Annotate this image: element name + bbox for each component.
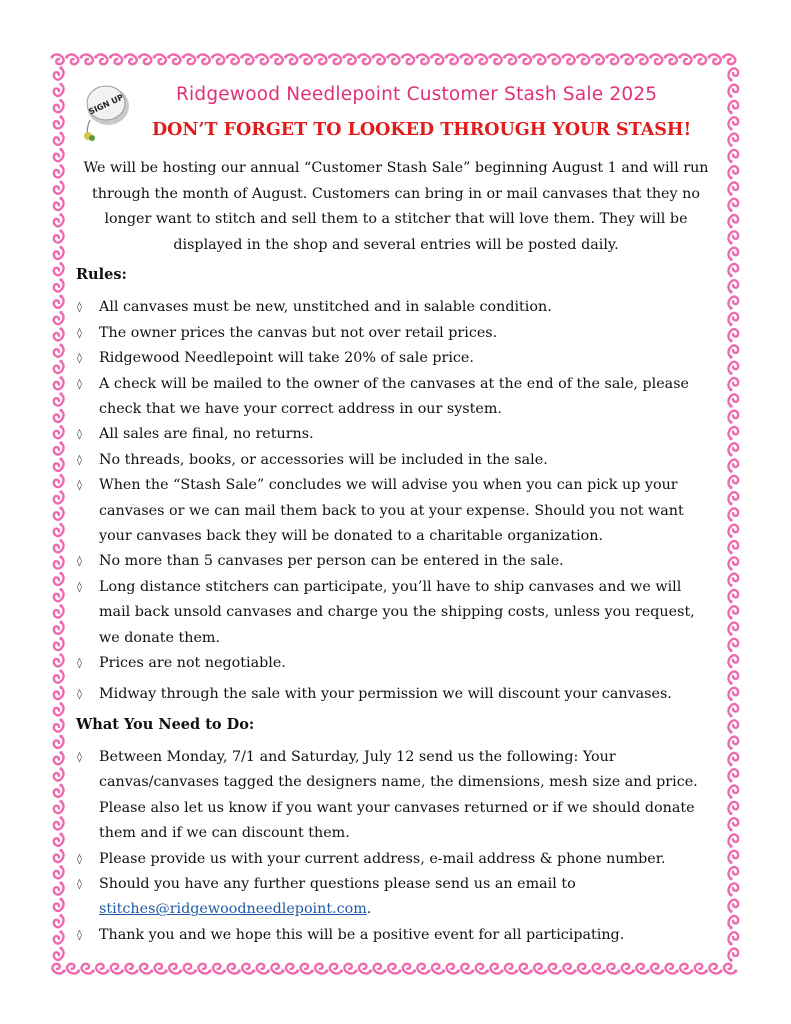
ribbon-icon (518, 54, 531, 64)
ribbon-icon (622, 964, 635, 974)
ribbon-icon (54, 458, 64, 471)
ribbon-icon (461, 964, 474, 974)
list-item: ◊ Thank you and we hope this will be a positive event for all participating. (76, 923, 716, 948)
ribbon-icon (67, 964, 80, 974)
ribbon-icon (54, 555, 64, 568)
ribbon-icon (728, 590, 738, 603)
ribbon-icon (728, 720, 738, 733)
bullet-diamond-icon: ◊ (77, 751, 82, 763)
ribbon-icon (54, 784, 64, 797)
ribbon-icon (344, 964, 357, 974)
ribbon-icon (403, 964, 416, 974)
ribbon-icon (728, 378, 738, 391)
ribbon-icon (153, 54, 166, 64)
ribbon-icon (432, 964, 445, 974)
list-item: ◊ The owner prices the canvas but not over retail prices. (76, 321, 716, 346)
ribbon-icon (54, 881, 64, 894)
ribbon-icon (328, 54, 341, 64)
ribbon-icon (401, 54, 414, 64)
ribbon-icon (54, 800, 64, 813)
todo-list (76, 745, 716, 948)
ribbon-icon (54, 327, 64, 340)
ribbon-icon (728, 68, 738, 81)
ribbon-icon (680, 964, 693, 974)
ribbon-icon (728, 655, 738, 668)
ribbon-icon (50, 54, 63, 64)
ribbon-icon (240, 54, 253, 64)
ribbon-icon (728, 215, 738, 228)
ribbon-icon (257, 964, 270, 974)
ribbon-icon (54, 865, 64, 878)
ribbon-icon (709, 964, 722, 974)
page-title: Ridgewood Needlepoint Customer Stash Sale 2025 (176, 84, 658, 105)
ribbon-icon (728, 345, 738, 358)
ribbon-icon (54, 572, 64, 585)
list-item: ◊ A check will be mailed to the owner of the canvases at the end of the sale, please check that we have your correct address in our system. (76, 372, 716, 423)
ribbon-icon (728, 574, 738, 587)
ribbon-icon (54, 246, 64, 259)
ribbon-icon (54, 148, 64, 161)
ribbon-icon (80, 54, 93, 64)
ribbon-icon (605, 54, 618, 64)
bullet-diamond-icon: ◊ (77, 556, 82, 568)
ribbon-icon (722, 54, 735, 64)
ribbon-icon (591, 54, 604, 64)
bullet-diamond-icon: ◊ (77, 429, 82, 441)
ribbon-icon (728, 525, 738, 538)
ribbon-icon (728, 834, 738, 847)
bullet-diamond-icon: ◊ (77, 853, 82, 865)
list-item: ◊ Please provide us with your current address, e-mail address & phone number. (76, 847, 716, 872)
ribbon-icon (125, 964, 138, 974)
ribbon-icon (299, 54, 312, 64)
list-item: ◊ When the “Stash Sale” concludes we will advise you when you can pick up your canvases or we can mail them back to you at your expense. Should you not want your canvases back they will be donated to a charitable organization. (76, 473, 716, 549)
bullet-diamond-icon: ◊ (77, 878, 82, 890)
ribbon-icon (54, 66, 64, 79)
ribbon-icon (728, 460, 738, 473)
ribbon-icon (54, 604, 64, 617)
ribbon-icon (169, 964, 182, 974)
ribbon-icon (505, 964, 518, 974)
ribbon-icon (728, 769, 738, 782)
ribbon-icon (593, 964, 606, 974)
ribbon-icon (54, 115, 64, 128)
ribbon-icon (649, 54, 662, 64)
bullet-diamond-icon: ◊ (77, 581, 82, 593)
ribbon-icon (728, 264, 738, 277)
ribbon-icon (54, 181, 64, 194)
ribbon-icon (330, 964, 343, 974)
rules-list (76, 295, 716, 708)
ribbon-icon (520, 964, 533, 974)
list-item: ◊ Should you have any further questions please send us an email to stitches@ridgewoodneedlepoint.com. (76, 872, 716, 923)
ribbon-icon (728, 737, 738, 750)
ribbon-icon (620, 54, 633, 64)
ribbon-icon (54, 718, 64, 731)
ribbon-icon (167, 54, 180, 64)
ribbon-icon (54, 588, 64, 601)
ribbon-icon (82, 964, 95, 974)
ribbon-icon (315, 964, 328, 974)
ribbon-icon (54, 539, 64, 552)
ribbon-icon (417, 964, 430, 974)
ribbon-icon (728, 867, 738, 880)
ribbon-icon (728, 671, 738, 684)
ribbon-icon (111, 964, 124, 974)
ribbon-icon (503, 54, 516, 64)
ribbon-icon (54, 262, 64, 275)
ribbon-icon (54, 767, 64, 780)
ribbon-icon (549, 964, 562, 974)
ribbon-icon (728, 199, 738, 212)
ribbon-icon (54, 947, 64, 960)
list-item: ◊ Long distance stitchers can participate, you’ll have to ship canvases and we will mail back unsold canvases and charge you the shipping costs, unless you request, we donate them. (76, 575, 716, 651)
bullet-diamond-icon: ◊ (77, 353, 82, 365)
ribbon-icon (728, 916, 738, 929)
ribbon-icon (728, 606, 738, 619)
ribbon-icon (728, 949, 738, 962)
ribbon-icon (728, 704, 738, 717)
ribbon-icon (728, 786, 738, 799)
ribbon-icon (226, 54, 239, 64)
bullet-diamond-icon: ◊ (77, 929, 82, 941)
ribbon-icon (634, 54, 647, 64)
ribbon-icon (724, 964, 737, 974)
list-item: ◊ Between Monday, 7/1 and Saturday, July 12 send us the following: Your canvas/canvases tagged the designers name, the dimensions, mesh size and price. Please also let us know if you want your canvases returned or if we should donate them and if we can discount them. (76, 745, 716, 847)
ribbon-icon (140, 964, 153, 974)
ribbon-icon (65, 54, 78, 64)
bullet-diamond-icon: ◊ (77, 658, 82, 670)
ribbon-icon (301, 964, 314, 974)
list-item: ◊ Midway through the sale with your permission we will discount your canvases. (76, 682, 716, 707)
ribbon-icon (54, 653, 64, 666)
ribbon-icon (54, 213, 64, 226)
ribbon-icon (534, 964, 547, 974)
list-item: ◊ All canvases must be new, unstitched and in salable condition. (76, 295, 716, 320)
list-item: ◊ All sales are final, no returns. (76, 422, 716, 447)
ribbon-icon (211, 54, 224, 64)
ribbon-icon (563, 964, 576, 974)
ribbon-icon (666, 964, 679, 974)
ribbon-icon (728, 362, 738, 375)
ribbon-icon (728, 280, 738, 293)
bullet-diamond-icon: ◊ (77, 302, 82, 314)
headline-banner: DON’T FORGET TO LOOKED THROUGH YOUR STASH! (152, 120, 692, 140)
ribbon-icon (547, 54, 560, 64)
ribbon-icon (54, 751, 64, 764)
ribbon-icon (728, 623, 738, 636)
ribbon-icon (728, 166, 738, 179)
ribbon-icon (728, 231, 738, 244)
bullet-diamond-icon: ◊ (77, 378, 82, 390)
ribbon-icon (269, 54, 282, 64)
ribbon-icon (54, 311, 64, 324)
rules-heading: Rules: (76, 266, 127, 284)
ribbon-icon (728, 883, 738, 896)
bullet-diamond-icon: ◊ (77, 689, 82, 701)
ribbon-icon (728, 476, 738, 489)
ribbon-icon (228, 964, 241, 974)
ribbon-icon (54, 295, 64, 308)
ribbon-icon (728, 818, 738, 831)
ribbon-icon (242, 964, 255, 974)
ribbon-icon (430, 54, 443, 64)
ribbon-icon (532, 54, 545, 64)
ribbon-icon (357, 54, 370, 64)
ribbon-icon (561, 54, 574, 64)
ribbon-icon (707, 54, 720, 64)
ribbon-icon (728, 85, 738, 98)
ribbon-icon (728, 639, 738, 652)
ribbon-icon (54, 898, 64, 911)
ribbon-icon (576, 54, 589, 64)
ribbon-icon (651, 964, 664, 974)
bullet-diamond-icon: ◊ (77, 327, 82, 339)
ribbon-icon (54, 637, 64, 650)
ribbon-icon (488, 54, 501, 64)
ribbon-icon (678, 54, 691, 64)
ribbon-icon (54, 735, 64, 748)
ribbon-icon (728, 753, 738, 766)
ribbon-icon (54, 849, 64, 862)
ribbon-icon (184, 964, 197, 974)
ribbon-icon (198, 964, 211, 974)
ribbon-icon (728, 101, 738, 114)
ribbon-icon (54, 99, 64, 112)
ribbon-icon (728, 297, 738, 310)
ribbon-icon (693, 54, 706, 64)
ribbon-icon (490, 964, 503, 974)
ribbon-icon (728, 492, 738, 505)
ribbon-icon (728, 851, 738, 864)
ribbon-icon (54, 670, 64, 683)
list-item: ◊ No more than 5 canvases per person can be entered in the sale. (76, 549, 716, 574)
ribbon-icon (728, 182, 738, 195)
ribbon-icon (342, 54, 355, 64)
ribbon-icon (54, 930, 64, 943)
ribbon-icon (155, 964, 168, 974)
sign-up-badge-text: SIGN UP (87, 92, 125, 117)
ribbon-icon (386, 54, 399, 64)
ribbon-icon (54, 490, 64, 503)
ribbon-icon (54, 409, 64, 422)
ribbon-icon (284, 54, 297, 64)
ribbon-icon (459, 54, 472, 64)
ribbon-icon (286, 964, 299, 974)
ribbon-icon (728, 248, 738, 261)
ribbon-icon (695, 964, 708, 974)
ribbon-icon (728, 688, 738, 701)
ribbon-icon (54, 702, 64, 715)
ribbon-icon (728, 508, 738, 521)
ribbon-icon (54, 278, 64, 291)
list-item: ◊ Ridgewood Needlepoint will take 20% of sale price. (76, 346, 716, 371)
todo-heading: What You Need to Do: (76, 715, 255, 733)
list-item: ◊ No threads, books, or accessories will be included in the sale. (76, 448, 716, 473)
bullet-diamond-icon: ◊ (77, 480, 82, 492)
bullet-diamond-icon: ◊ (77, 454, 82, 466)
intro-paragraph: We will be hosting our annual “Customer Stash Sale” beginning August 1 and will run through the month of August. Customers can bring in or mail canvases that they no longer want to stitch and sell them to a stitcher that will love them. They will be displayed in the shop and several entries will be posted daily. (83, 160, 709, 253)
ribbon-icon (728, 557, 738, 570)
ribbon-icon (196, 54, 209, 64)
ribbon-icon (728, 394, 738, 407)
email-link[interactable]: stitches@ridgewoodneedlepoint.com (99, 901, 367, 918)
ribbon-icon (54, 132, 64, 145)
ribbon-icon (54, 686, 64, 699)
ribbon-icon (578, 964, 591, 974)
ribbon-icon (271, 964, 284, 974)
ribbon-icon (54, 474, 64, 487)
ribbon-icon (415, 54, 428, 64)
ribbon-icon (445, 54, 458, 64)
ribbon-icon (54, 164, 64, 177)
ribbon-icon (54, 229, 64, 242)
ribbon-icon (123, 54, 136, 64)
ribbon-icon (54, 392, 64, 405)
ribbon-icon (474, 54, 487, 64)
ribbon-icon (388, 964, 401, 974)
ribbon-icon (54, 425, 64, 438)
ribbon-icon (54, 621, 64, 634)
ribbon-icon (54, 816, 64, 829)
ribbon-icon (372, 54, 385, 64)
ribbon-icon (109, 54, 122, 64)
ribbon-icon (447, 964, 460, 974)
ribbon-icon (359, 964, 372, 974)
ribbon-icon (728, 443, 738, 456)
ribbon-icon (728, 411, 738, 424)
ribbon-icon (728, 329, 738, 342)
ribbon-icon (54, 83, 64, 96)
ribbon-icon (728, 313, 738, 326)
ribbon-icon (54, 506, 64, 519)
ribbon-icon (138, 54, 151, 64)
ribbon-icon (54, 360, 64, 373)
ribbon-icon (374, 964, 387, 974)
ribbon-icon (54, 833, 64, 846)
ribbon-icon (54, 914, 64, 927)
ribbon-icon (54, 344, 64, 357)
ribbon-icon (728, 900, 738, 913)
ribbon-icon (182, 54, 195, 64)
ribbon-icon (476, 964, 489, 974)
ribbon-icon (54, 441, 64, 454)
ribbon-icon (54, 376, 64, 389)
ribbon-icon (728, 541, 738, 554)
list-item: ◊ Prices are not negotiable. (76, 651, 716, 676)
sign-up-balloon-icon (76, 82, 134, 146)
ribbon-icon (728, 932, 738, 945)
ribbon-icon (313, 54, 326, 64)
ribbon-icon (54, 523, 64, 536)
ribbon-icon (54, 197, 64, 210)
ribbon-icon (636, 964, 649, 974)
ribbon-icon (255, 54, 268, 64)
ribbon-icon (728, 117, 738, 130)
ribbon-icon (213, 964, 226, 974)
ribbon-icon (94, 54, 107, 64)
ribbon-icon (728, 134, 738, 147)
ribbon-icon (607, 964, 620, 974)
ribbon-icon (52, 964, 65, 974)
ribbon-icon (728, 427, 738, 440)
ribbon-icon (728, 802, 738, 815)
ribbon-icon (728, 150, 738, 163)
ribbon-icon (664, 54, 677, 64)
ribbon-icon (96, 964, 109, 974)
